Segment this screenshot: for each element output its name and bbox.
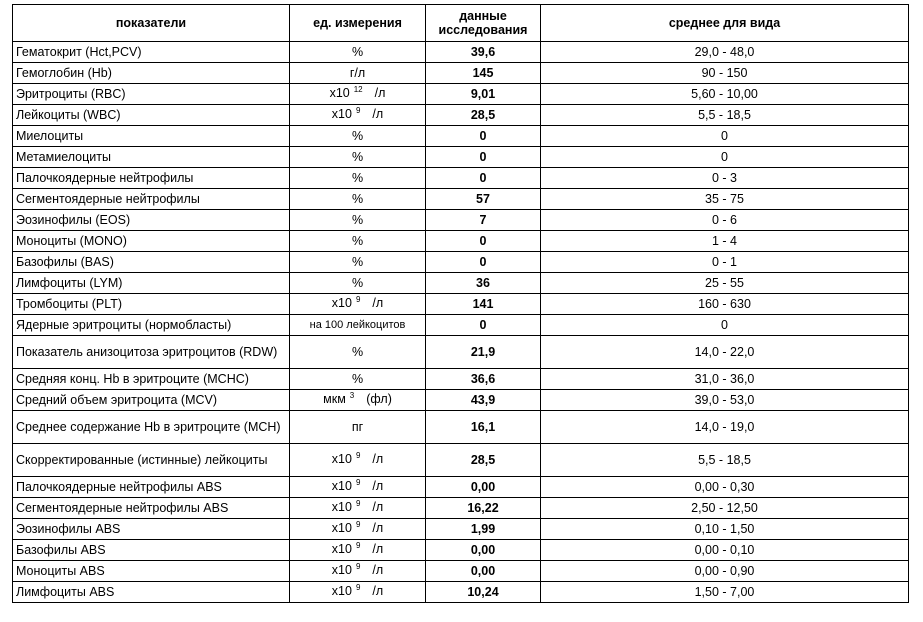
row-unit: % bbox=[290, 147, 426, 168]
unit-suffix: /л bbox=[372, 452, 384, 466]
row-result-value: 0 bbox=[426, 126, 541, 147]
unit-exponent: 3 bbox=[349, 391, 355, 400]
row-unit: % bbox=[290, 369, 426, 390]
row-parameter-name: Миелоциты bbox=[13, 126, 290, 147]
table-row bbox=[13, 105, 909, 126]
row-parameter-name: Базофилы ABS bbox=[13, 540, 290, 561]
row-result-value: 0,00 bbox=[426, 540, 541, 561]
row-reference-range: 90 - 150 bbox=[541, 63, 909, 84]
table-row bbox=[13, 390, 909, 411]
row-unit: % bbox=[290, 126, 426, 147]
blood-test-table bbox=[12, 4, 909, 603]
row-parameter-name: Эозинофилы ABS bbox=[13, 519, 290, 540]
row-unit: пг bbox=[290, 411, 426, 444]
row-reference-range: 31,0 - 36,0 bbox=[541, 369, 909, 390]
table-row bbox=[13, 210, 909, 231]
row-result-value: 0 bbox=[426, 147, 541, 168]
row-reference-range: 0 bbox=[541, 126, 909, 147]
row-reference-range: 0,00 - 0,10 bbox=[541, 540, 909, 561]
row-reference-range: 14,0 - 19,0 bbox=[541, 411, 909, 444]
table-row bbox=[13, 477, 909, 498]
row-unit bbox=[290, 84, 426, 105]
table-row bbox=[13, 315, 909, 336]
row-parameter-name: Сегментоядерные нейтрофилы ABS bbox=[13, 498, 290, 519]
row-parameter-name: Скорректированные (истинные) лейкоциты bbox=[13, 444, 290, 477]
row-unit: г/л bbox=[290, 63, 426, 84]
row-result-value: 10,24 bbox=[426, 582, 541, 603]
row-reference-range: 5,5 - 18,5 bbox=[541, 105, 909, 126]
row-reference-range: 0,00 - 0,90 bbox=[541, 561, 909, 582]
row-unit: % bbox=[290, 42, 426, 63]
row-reference-range: 14,0 - 22,0 bbox=[541, 336, 909, 369]
table-row bbox=[13, 582, 909, 603]
row-unit: % bbox=[290, 252, 426, 273]
table-row bbox=[13, 63, 909, 84]
unit-exponent: 9 bbox=[355, 295, 361, 304]
row-result-value: 0,00 bbox=[426, 477, 541, 498]
row-parameter-name: Эритроциты (RBC) bbox=[13, 84, 290, 105]
unit-base: x10 bbox=[331, 521, 352, 535]
row-parameter-name: Моноциты (MONO) bbox=[13, 231, 290, 252]
row-result-value: 28,5 bbox=[426, 105, 541, 126]
row-reference-range: 0 - 6 bbox=[541, 210, 909, 231]
row-result-value: 28,5 bbox=[426, 444, 541, 477]
row-parameter-name: Тромбоциты (PLT) bbox=[13, 294, 290, 315]
row-unit: на 100 лейкоцитов bbox=[290, 315, 426, 336]
row-parameter-name: Эозинофилы (EOS) bbox=[13, 210, 290, 231]
row-result-value: 36 bbox=[426, 273, 541, 294]
unit-base: x10 bbox=[331, 452, 352, 466]
row-result-value: 16,22 bbox=[426, 498, 541, 519]
row-result-value: 21,9 bbox=[426, 336, 541, 369]
row-unit: % bbox=[290, 273, 426, 294]
unit-base: x10 bbox=[331, 563, 352, 577]
row-parameter-name: Средняя конц. Hb в эритроците (MCHC) bbox=[13, 369, 290, 390]
table-row bbox=[13, 444, 909, 477]
row-result-value: 0 bbox=[426, 315, 541, 336]
row-reference-range: 0 - 3 bbox=[541, 168, 909, 189]
row-result-value: 36,6 bbox=[426, 369, 541, 390]
unit-suffix: /л bbox=[372, 107, 384, 121]
row-parameter-name: Моноциты ABS bbox=[13, 561, 290, 582]
table-row bbox=[13, 336, 909, 369]
table-body bbox=[13, 42, 909, 603]
row-result-value: 16,1 bbox=[426, 411, 541, 444]
row-unit bbox=[290, 444, 426, 477]
row-result-value: 43,9 bbox=[426, 390, 541, 411]
row-result-value: 0 bbox=[426, 231, 541, 252]
unit-suffix: /л bbox=[372, 542, 384, 556]
table-row bbox=[13, 126, 909, 147]
row-result-value: 0 bbox=[426, 252, 541, 273]
header-reference: среднее для вида bbox=[541, 5, 909, 42]
row-unit bbox=[290, 498, 426, 519]
row-reference-range: 0 bbox=[541, 315, 909, 336]
unit-base: x10 bbox=[331, 107, 352, 121]
unit-suffix: /л bbox=[374, 86, 386, 100]
row-parameter-name: Лейкоциты (WBC) bbox=[13, 105, 290, 126]
unit-suffix: /л bbox=[372, 479, 384, 493]
row-reference-range: 0,00 - 0,30 bbox=[541, 477, 909, 498]
row-reference-range: 29,0 - 48,0 bbox=[541, 42, 909, 63]
unit-exponent: 9 bbox=[355, 499, 361, 508]
unit-suffix: (фл) bbox=[366, 392, 392, 406]
header-value: данные исследования bbox=[426, 5, 541, 42]
row-parameter-name: Показатель анизоцитоза эритроцитов (RDW) bbox=[13, 336, 290, 369]
table-header-row bbox=[13, 5, 909, 42]
unit-base: x10 bbox=[331, 479, 352, 493]
row-unit: % bbox=[290, 210, 426, 231]
row-reference-range: 35 - 75 bbox=[541, 189, 909, 210]
row-parameter-name: Палочкоядерные нейтрофилы ABS bbox=[13, 477, 290, 498]
unit-exponent: 9 bbox=[355, 541, 361, 550]
row-result-value: 1,99 bbox=[426, 519, 541, 540]
row-reference-range: 2,50 - 12,50 bbox=[541, 498, 909, 519]
table-row bbox=[13, 519, 909, 540]
row-result-value: 0 bbox=[426, 168, 541, 189]
table-row bbox=[13, 147, 909, 168]
table-row bbox=[13, 189, 909, 210]
table-row bbox=[13, 294, 909, 315]
unit-suffix: /л bbox=[372, 584, 384, 598]
row-unit bbox=[290, 540, 426, 561]
row-unit bbox=[290, 519, 426, 540]
header-unit: ед. измерения bbox=[290, 5, 426, 42]
unit-exponent: 9 bbox=[355, 451, 361, 460]
row-parameter-name: Среднее содержание Hb в эритроците (MCH) bbox=[13, 411, 290, 444]
table-row bbox=[13, 561, 909, 582]
row-reference-range: 0,10 - 1,50 bbox=[541, 519, 909, 540]
row-unit bbox=[290, 561, 426, 582]
row-unit bbox=[290, 582, 426, 603]
row-result-value: 141 bbox=[426, 294, 541, 315]
row-parameter-name: Ядерные эритроциты (нормобласты) bbox=[13, 315, 290, 336]
row-parameter-name: Базофилы (BAS) bbox=[13, 252, 290, 273]
row-reference-range: 25 - 55 bbox=[541, 273, 909, 294]
unit-base: x10 bbox=[331, 500, 352, 514]
row-unit: % bbox=[290, 189, 426, 210]
row-parameter-name: Гематокрит (Hct,PCV) bbox=[13, 42, 290, 63]
row-reference-range: 5,5 - 18,5 bbox=[541, 444, 909, 477]
row-result-value: 0,00 bbox=[426, 561, 541, 582]
row-unit: % bbox=[290, 336, 426, 369]
row-result-value: 57 bbox=[426, 189, 541, 210]
unit-exponent: 9 bbox=[355, 583, 361, 592]
unit-exponent: 9 bbox=[355, 478, 361, 487]
table-row bbox=[13, 231, 909, 252]
unit-base: мкм bbox=[323, 392, 346, 406]
table-row bbox=[13, 252, 909, 273]
table-row bbox=[13, 84, 909, 105]
row-unit bbox=[290, 390, 426, 411]
row-reference-range: 0 - 1 bbox=[541, 252, 909, 273]
row-parameter-name: Лимфоциты ABS bbox=[13, 582, 290, 603]
row-parameter-name: Сегментоядерные нейтрофилы bbox=[13, 189, 290, 210]
unit-exponent: 9 bbox=[355, 520, 361, 529]
table-row bbox=[13, 540, 909, 561]
row-reference-range: 0 bbox=[541, 147, 909, 168]
row-parameter-name: Палочкоядерные нейтрофилы bbox=[13, 168, 290, 189]
row-result-value: 9,01 bbox=[426, 84, 541, 105]
unit-base: x10 bbox=[331, 296, 352, 310]
unit-exponent: 9 bbox=[355, 106, 361, 115]
row-result-value: 7 bbox=[426, 210, 541, 231]
row-result-value: 39,6 bbox=[426, 42, 541, 63]
row-parameter-name: Средний объем эритроцита (MCV) bbox=[13, 390, 290, 411]
row-unit: % bbox=[290, 168, 426, 189]
unit-base: x10 bbox=[331, 542, 352, 556]
unit-base: x10 bbox=[329, 86, 350, 100]
table-row bbox=[13, 42, 909, 63]
row-unit bbox=[290, 294, 426, 315]
unit-exponent: 9 bbox=[355, 562, 361, 571]
table-row bbox=[13, 168, 909, 189]
row-parameter-name: Лимфоциты (LYM) bbox=[13, 273, 290, 294]
row-reference-range: 5,60 - 10,00 bbox=[541, 84, 909, 105]
table-row bbox=[13, 273, 909, 294]
row-reference-range: 39,0 - 53,0 bbox=[541, 390, 909, 411]
unit-base: x10 bbox=[331, 584, 352, 598]
unit-suffix: /л bbox=[372, 296, 384, 310]
row-unit: % bbox=[290, 231, 426, 252]
table-row bbox=[13, 369, 909, 390]
row-reference-range: 160 - 630 bbox=[541, 294, 909, 315]
row-result-value: 145 bbox=[426, 63, 541, 84]
row-reference-range: 1,50 - 7,00 bbox=[541, 582, 909, 603]
table-row bbox=[13, 411, 909, 444]
row-unit bbox=[290, 105, 426, 126]
unit-suffix: /л bbox=[372, 521, 384, 535]
row-unit bbox=[290, 477, 426, 498]
header-param: показатели bbox=[13, 5, 290, 42]
table-row bbox=[13, 498, 909, 519]
unit-suffix: /л bbox=[372, 563, 384, 577]
row-reference-range: 1 - 4 bbox=[541, 231, 909, 252]
row-parameter-name: Метамиелоциты bbox=[13, 147, 290, 168]
row-parameter-name: Гемоглобин (Hb) bbox=[13, 63, 290, 84]
unit-suffix: /л bbox=[372, 500, 384, 514]
unit-exponent: 12 bbox=[353, 85, 363, 94]
